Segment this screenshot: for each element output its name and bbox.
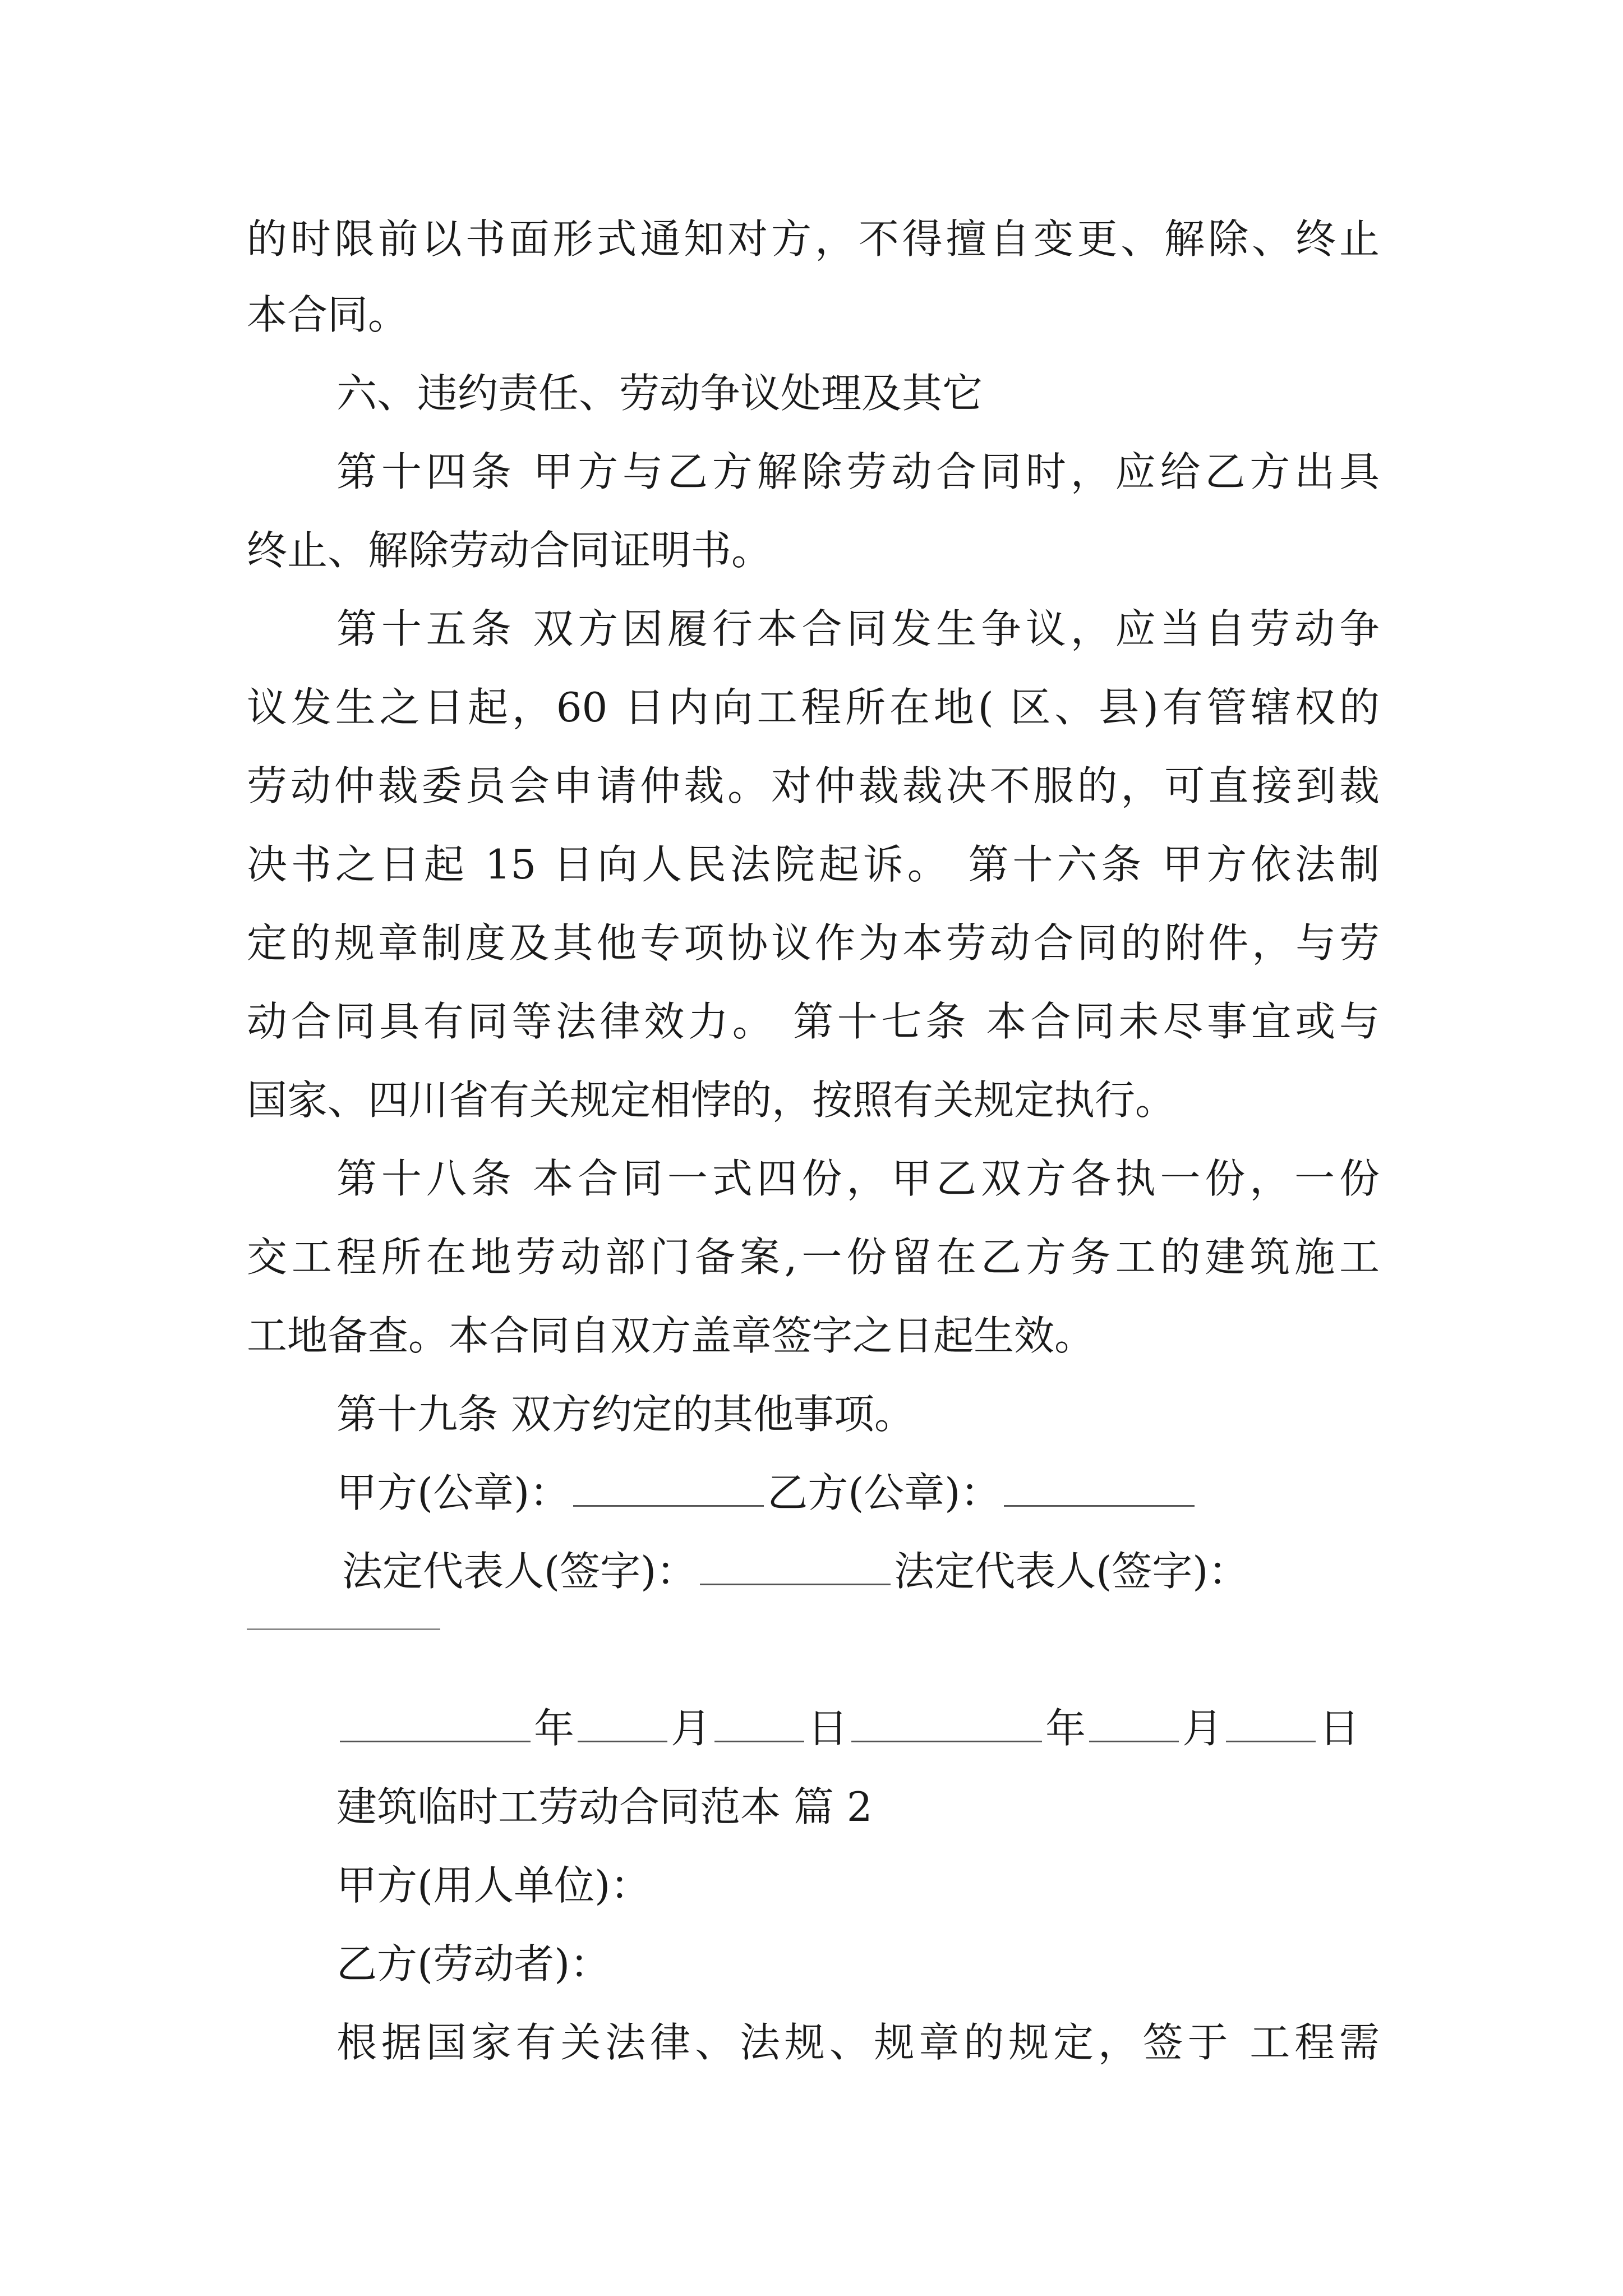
text-line: 劳动仲裁委员会申请仲裁。对仲裁裁决不服的，可直接到裁 — [247, 762, 1380, 809]
text-line: 动合同具有同等法律效力。 第十七条 本合同未尽事宜或与 — [247, 998, 1380, 1045]
text-line: 交工程所在地劳动部门备案,一份留在乙方务工的建筑施工 — [247, 1234, 1380, 1281]
text-line: 决书之日起 15 日向人民法院起诉。 第十六条 甲方依法制 — [247, 841, 1380, 888]
representative-line — [342, 1548, 1249, 1595]
text-line: 第十五条 双方因履行本合同发生争议，应当自劳动争 — [336, 605, 1380, 652]
party-b-rep-label: 法定代表人(签字)： — [894, 1548, 1249, 1595]
text-line: 国家、四川省有关规定相悖的，按照有关规定执行。 — [247, 1076, 1176, 1124]
year-blank-b — [851, 1741, 1042, 1742]
year-label-a: 年 — [534, 1705, 575, 1752]
party-a-rep-blank — [700, 1584, 891, 1585]
year-label-b: 年 — [1045, 1705, 1086, 1752]
section2-party-a: 甲方(用人单位)： — [336, 1862, 651, 1909]
text-line: 第十八条 本合同一式四份，甲乙双方各执一份，一份 — [336, 1155, 1380, 1202]
party-a-rep-label: 法定代表人(签字)： — [342, 1548, 697, 1595]
day-blank-a — [714, 1741, 804, 1742]
seal-line — [336, 1469, 1198, 1516]
text-line: 第十四条 甲方与乙方解除劳动合同时，应给乙方出具 — [336, 448, 1380, 495]
year-blank-a — [340, 1741, 531, 1742]
section2-title: 建筑临时工劳动合同范本 篇 2 — [336, 1783, 873, 1830]
day-blank-b — [1226, 1741, 1316, 1742]
day-label-a: 日 — [808, 1705, 849, 1752]
text-line: 定的规章制度及其他专项协议作为本劳动合同的附件，与劳 — [247, 919, 1380, 967]
text-line: 的时限前以书面形式通知对方，不得擅自变更、解除、终止 — [247, 215, 1380, 263]
text-line: 议发生之日起，60 日内向工程所在地( 区、县)有管辖权的 — [247, 684, 1380, 731]
section2-party-b: 乙方(劳动者)： — [336, 1940, 611, 1987]
month-blank-a — [578, 1741, 667, 1742]
date-line — [336, 1705, 1360, 1752]
day-label-b: 日 — [1319, 1705, 1360, 1752]
party-a-seal-label: 甲方(公章)： — [336, 1469, 570, 1516]
section2-intro: 根据国家有关法律、法规、规章的规定，签于 工程需 — [336, 2019, 1380, 2066]
party-a-seal-blank — [573, 1505, 764, 1507]
month-blank-b — [1089, 1741, 1179, 1742]
text-line: 第十九条 双方约定的其他事项。 — [336, 1391, 915, 1438]
party-b-seal-label: 乙方(公章)： — [767, 1469, 1001, 1516]
month-label-a: 月 — [671, 1705, 712, 1752]
section-heading: 六、违约责任、劳动争议处理及其它 — [336, 370, 983, 417]
text-line: 终止、解除劳动合同证明书。 — [247, 527, 772, 574]
party-b-rep-blank — [247, 1628, 440, 1630]
party-b-seal-blank — [1004, 1505, 1195, 1507]
text-line: 工地备查。本合同自双方盖章签字之日起生效。 — [247, 1312, 1095, 1359]
text-line: 本合同。 — [247, 291, 409, 338]
month-label-b: 月 — [1182, 1705, 1223, 1752]
